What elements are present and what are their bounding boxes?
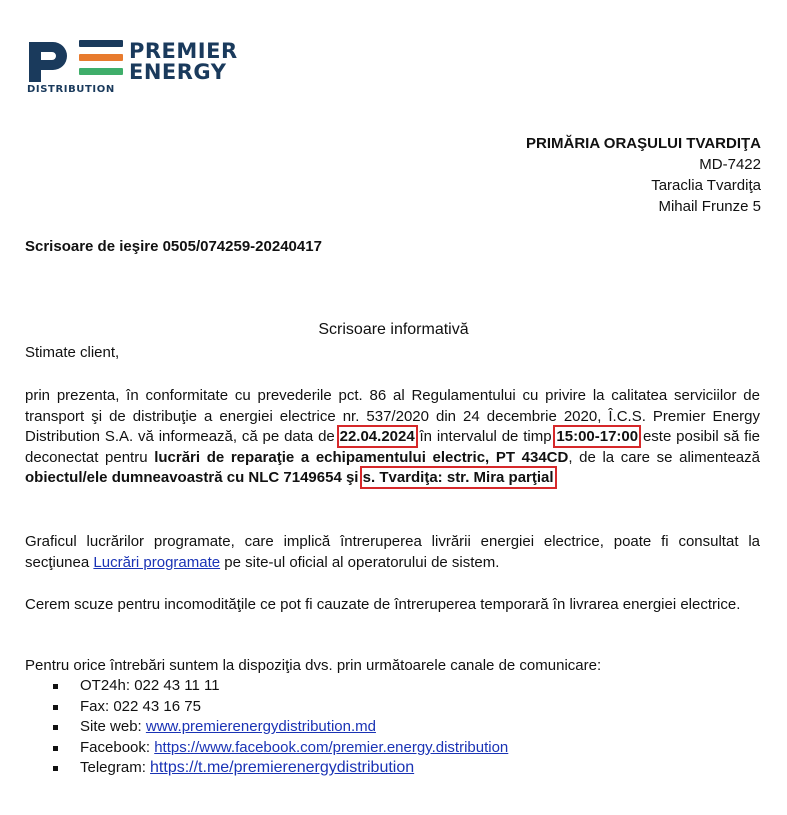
letter-reference: Scrisoare de ieşire 0505/074259-20240417 xyxy=(25,238,322,255)
notice-text-2: în intervalul de timp xyxy=(414,428,557,445)
recipient-locality: Taraclia Tvardiţa xyxy=(651,177,761,194)
notice-text-1: prin prezenta, în conformitate cu prevederile pct. 86 al Regulamentului cu privire la calitatea serviciilor de transport şi de distribuţie a energiei electrice nr. 537/2020 din 24 decembrie 2020, Î.C.S. Premier Energy Distribution S.A. vă informează, că pe data de xyxy=(25,387,760,445)
website-link[interactable]: www.premierenergydistribution.md xyxy=(145,718,376,735)
facebook-link[interactable]: https://www.facebook.com/premier.energy.distribution xyxy=(154,738,509,756)
logo-word-premier: PREMIER xyxy=(129,39,238,63)
paragraph-apology: Cerem scuze pentru incomodităţile ce pot fi cauzate de întreruperea temporară în livrarea energiei electrice. xyxy=(25,596,741,613)
paragraph-notice xyxy=(25,386,760,489)
contact-website xyxy=(50,717,508,738)
notice-text-4: , de la care se alimentează xyxy=(568,448,760,466)
telegram-link[interactable]: https://t.me/premierenergydistribution xyxy=(150,759,415,776)
scheduled-works-link[interactable]: Lucrări programate xyxy=(93,553,221,571)
greeting: Stimate client, xyxy=(25,344,120,361)
recipient-address xyxy=(526,133,761,217)
logo-word-energy: ENERGY xyxy=(129,60,227,84)
schedule-text-2: pe site-ul oficial al operatorului de sistem. xyxy=(220,553,500,571)
contact-facebook xyxy=(50,738,508,759)
logo-subtitle: DISTRIBUTION xyxy=(27,84,115,95)
letter-title: Scrisoare informativă xyxy=(318,321,469,338)
paragraph-schedule xyxy=(25,532,760,573)
logo-p-mark xyxy=(27,40,71,84)
contact-telegram xyxy=(50,758,508,779)
contact-list xyxy=(50,676,508,779)
paragraph-contact-intro: Pentru orice întrebări suntem la dispoziţia dvs. prin următoarele canale de comunicare: xyxy=(25,657,602,674)
works-description: lucrări de reparaţie a echipamentului electric, PT 434CD xyxy=(154,448,569,466)
website-label: Site web: xyxy=(80,718,146,735)
contact-fax: Fax: 022 43 16 75 xyxy=(50,697,508,718)
telegram-label: Telegram: xyxy=(80,759,151,776)
schedule-text-1: Graficul lucrărilor programate, care implică întreruperea livrării energiei electrice, poate fi consultat la secţiunea xyxy=(25,533,760,571)
contact-ot24h: OT24h: 022 43 11 11 xyxy=(50,676,508,697)
recipient-name: PRIMĂRIA ORAŞULUI TVARDIŢA xyxy=(526,135,761,152)
recipient-street: Mihail Frunze 5 xyxy=(658,198,761,215)
affected-location: s. Tvardiţa: str. Mira parţial xyxy=(362,469,554,486)
outage-interval: 15:00-17:00 xyxy=(556,428,639,445)
company-logo xyxy=(27,38,267,98)
outage-date: 22.04.2024 xyxy=(339,428,415,445)
notice-text-3: este posibil să fie deconectat pentru xyxy=(25,428,760,466)
recipient-postal-code: MD-7422 xyxy=(699,156,761,173)
facebook-label: Facebook: xyxy=(80,738,155,756)
logo-e-bars xyxy=(79,40,125,84)
affected-objects: obiectul/ele dumneavoastră cu NLC 7149654 şi xyxy=(25,469,359,486)
